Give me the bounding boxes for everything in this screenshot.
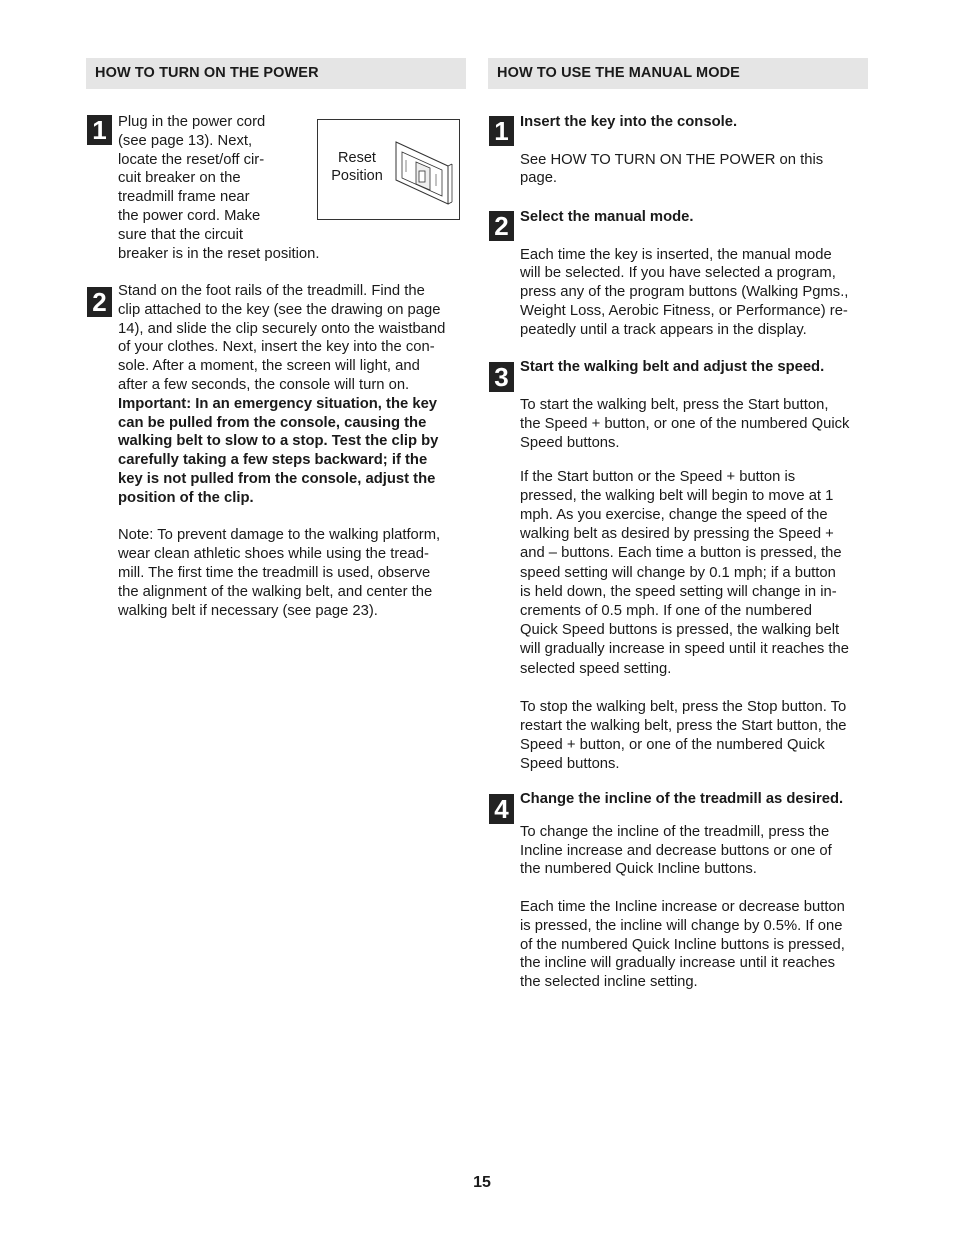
step-number-badge: 2 [489,211,514,241]
text-line: 14), and slide the clip securely onto the waistband [118,320,446,337]
text-line: locate the reset/off cir- [118,151,265,168]
text-line: press any of the program buttons (Walking Pgms., [520,284,849,301]
warning-line: carefully taking a few steps backward; if the [118,452,428,469]
text-line: breaker is in the reset position. [118,245,320,262]
text-line: Each time the key is inserted, the manual mode [520,246,832,263]
step-title: Change the incline of the treadmill as desired. [520,791,844,807]
text-line: Speed buttons. [520,756,620,773]
text-line: speed setting will change by 0.1 mph; if a button [520,564,836,581]
step-number-badge: 1 [489,116,514,146]
text-line: clip attached to the key (see the drawing on page [118,301,441,318]
text-line: To start the walking belt, press the Start button, [520,397,829,413]
text-line: Incline increase and decrease buttons or one of [520,842,832,859]
right-column [488,58,868,991]
text-line: and – buttons. Each time a button is pressed, the [520,545,842,562]
text-line: the selected incline setting. [520,974,698,991]
warning-line: can be pulled from the console, causing the [118,414,427,431]
step-number-badge: 1 [87,115,112,145]
circuit-breaker-illustration [390,138,454,208]
note-line: the alignment of the walking belt, and center the [118,583,433,600]
text-line: is held down, the speed setting will change in in- [520,583,837,600]
manual-step-3-text [520,358,870,774]
note-line: Note: To prevent damage to the walking platform, [118,527,441,544]
text-line: will be selected. If you have selected a program, [520,265,836,282]
warning-line: position of the clip. [118,489,254,506]
text-line: sole. After a moment, the screen will light, and [118,358,420,375]
manual-step-2-text [520,208,870,340]
text-line: Stand on the foot rails of the treadmill. Find the [118,283,425,299]
text-line: Weight Loss, Aerobic Fitness, or Performance) re- [520,302,848,319]
step-title: Start the walking belt and adjust the speed. [520,359,825,375]
step-number-badge: 2 [87,287,112,317]
page-number: 15 [473,1174,491,1191]
text-line: selected speed setting. [520,660,672,677]
text-line: cuit breaker on the [118,170,241,187]
text-line: of the numbered Quick Incline buttons is pressed, [520,936,845,953]
text-line: pressed, the walking belt will begin to move at 1 [520,487,834,504]
text-line: Quick Speed buttons is pressed, the walking belt [520,622,840,639]
step-number-badge: 4 [489,794,514,824]
step-title: Select the manual mode. [520,209,694,225]
text-line: If the Start button or the Speed + button is [520,468,796,485]
text-line: the incline will gradually increase until it reaches [520,955,836,972]
text-line: crements of 0.5 mph. If one of the numbered [520,603,812,620]
left-column [86,58,466,619]
step-title: Insert the key into the console. [520,114,738,130]
text-line: sure that the circuit [118,226,244,243]
text-line: mph. As you exercise, change the speed of the [520,507,828,524]
manual-step-4-text [520,790,870,992]
text-line: the Speed + button, or one of the numbered Quick [520,416,850,433]
text-line: will gradually increase in speed until it reaches the [520,641,849,658]
warning-line: Important: In an emergency situation, the key [118,395,438,412]
text-line: the power cord. Make [118,207,261,224]
text-line: is pressed, the incline will change by 0.5%. If one [520,917,843,934]
text-line: peatedly until a track appears in the display. [520,321,807,338]
text-line: walking belt as desired by pressing the Speed + [520,526,834,543]
text-line: See HOW TO TURN ON THE POWER on this [520,151,824,168]
warning-line: key is not pulled from the console, adjust the [118,470,436,487]
manual-step-1-text [520,113,870,188]
diagram-label [326,150,388,185]
text-line: of your clothes. Next, insert the key into the con- [118,339,435,356]
text-line: page. [520,170,558,187]
note-line: walking belt if necessary (see page 23). [118,602,378,619]
text-line: treadmill frame near [118,189,250,206]
text-line: Speed buttons. [520,435,620,452]
text-line: Plug in the power cord [118,114,266,130]
text-line: the numbered Quick Incline buttons. [520,861,757,878]
text-line: To change the incline of the treadmill, press the [520,823,830,840]
diagram-label-line: Reset [338,150,376,166]
manual-mode-section-header: HOW TO USE THE MANUAL MODE [488,58,868,89]
text-line: To stop the walking belt, press the Stop button. To [520,698,847,715]
text-line: (see page 13). Next, [118,132,253,149]
diagram-label-line: Position [331,167,383,184]
power-section-header: HOW TO TURN ON THE POWER [86,58,466,89]
text-line: Each time the Incline increase or decrease button [520,898,845,915]
text-line: after a few seconds, the console will turn on. [118,376,410,393]
text-line: restart the walking belt, press the Start button, the [520,717,847,734]
note-line: mill. The first time the treadmill is used, observe [118,564,431,581]
reset-position-diagram [317,119,460,220]
power-step-2-text [118,282,468,620]
warning-line: walking belt to slow to a stop. Test the clip by [118,433,439,450]
step-number-badge: 3 [489,362,514,392]
note-line: wear clean athletic shoes while using the tread- [118,546,429,563]
text-line: Speed + button, or one of the numbered Quick [520,737,825,754]
